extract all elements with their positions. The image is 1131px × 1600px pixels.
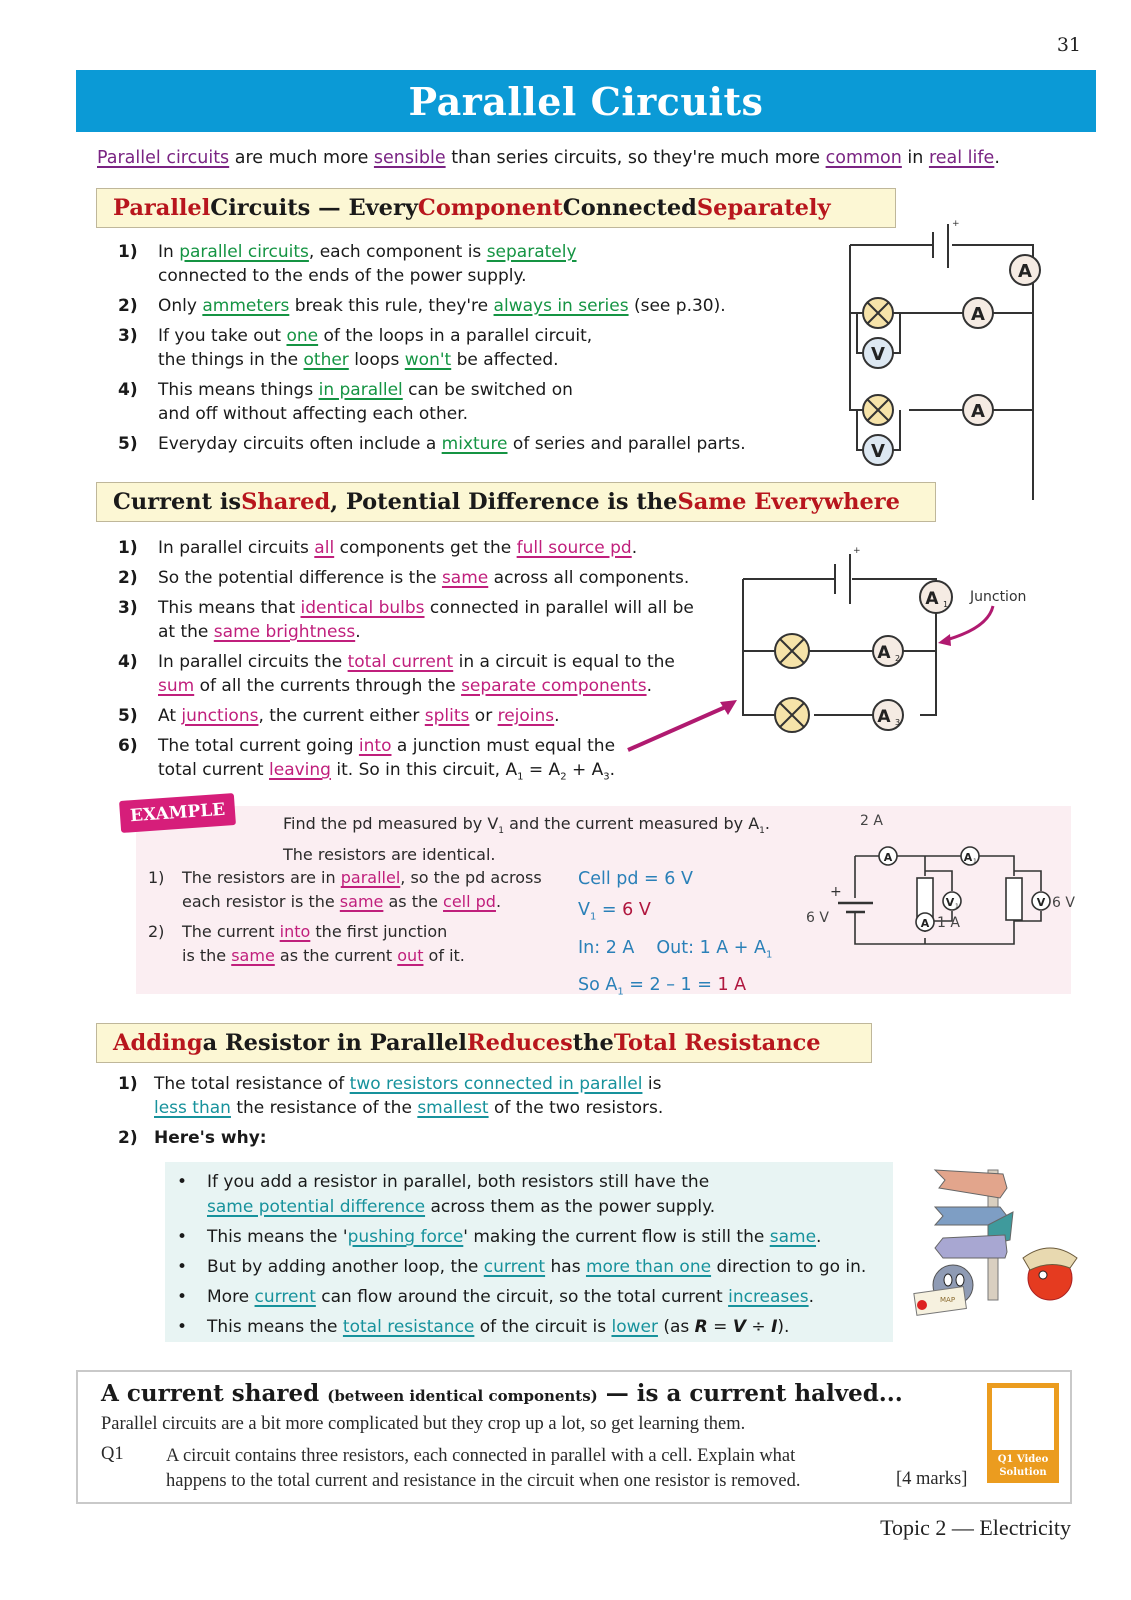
heading-part: Current is [113,489,242,515]
subscript: 1 [517,771,524,783]
list-item [118,432,818,456]
text: . [994,148,1000,168]
list-item [118,1072,818,1120]
text: The total current going [158,736,359,756]
voltmeter-icon [863,338,893,368]
keyword: real life [928,148,995,168]
keyword: same [769,1227,817,1247]
text: So the potential difference is the [158,568,442,588]
ammeter-label: A [877,707,891,727]
text: can flow around the circuit, so the total current [315,1287,729,1307]
current-label: 2 A [860,813,883,829]
ammeter-subscript: 1 [973,858,977,865]
heading-part: Component [417,195,563,221]
text: ). [777,1317,790,1337]
ammeter-icon [879,847,897,865]
text: Here's why: [154,1128,267,1148]
item-number: 1) [118,538,138,558]
text: (see p.30). [628,296,726,316]
bullet-item [165,1315,905,1340]
keyword: same [339,892,384,911]
voltmeter-icon [863,435,893,465]
keyword: one [286,326,319,346]
keyword: always in series [493,296,629,316]
subscript: 1 [589,911,597,923]
text: as the [383,892,444,911]
heading-part: Adding [113,1030,203,1056]
map-label: MAP [940,1296,956,1304]
answer: 1 A [717,975,747,995]
keyword: two resistors connected in parallel [349,1074,643,1094]
voltmeter-label: V [1036,896,1046,909]
cell-plus-label: + [853,546,861,556]
current-label: 1 A [937,915,960,931]
example-step [148,866,548,914]
heading-part: Connected [562,195,697,221]
text: it. So in this circuit, A [330,760,518,780]
topic-footer: Topic 2 — Electricity [880,1515,1071,1540]
cell-pd-label: 6 V [806,910,829,926]
text: But by adding another loop, the [207,1257,484,1277]
lamp-icon [863,298,893,328]
keyword: parallel [340,868,401,887]
text: as the current [274,946,398,965]
keyword: in parallel [318,380,403,400]
ammeter-a2-icon [873,636,903,666]
symbol: V [732,1317,746,1337]
keyword: out [397,946,424,965]
summary-text: Parallel circuits are a bit more complicated but they crop up a lot, so get learning them. [101,1414,746,1434]
text: The current [182,922,280,941]
text: ÷ [746,1317,772,1337]
keyword: junctions [181,706,259,726]
text: A current shared [101,1380,328,1407]
symbol: R [694,1317,708,1337]
text: . [355,622,361,642]
text: of the two resistors. [488,1098,664,1118]
text: Solution [999,1467,1047,1478]
text: = [707,1317,733,1337]
voltmeter-label: V [871,441,885,462]
ammeter-subscript: 2 [895,654,901,663]
keyword: less than [154,1098,231,1118]
text: , each component is [308,242,487,262]
text: . [495,892,502,911]
example-steps [148,866,548,968]
text: be affected. [451,350,559,370]
text: This means the [207,1317,343,1337]
text: a junction must equal the [391,736,616,756]
text: This means the ' [207,1227,348,1247]
text: Everyday circuits often include a [158,434,442,454]
text: of series and parallel parts. [507,434,746,454]
calc-line [578,933,798,971]
text: happens to the total current and resistance in the circuit when one resistor is removed. [166,1471,801,1491]
junction-pointer-arrow-icon [628,705,730,750]
item-number: 4) [118,380,138,400]
page-title: Parallel Circuits [408,78,764,124]
calc-line [578,970,798,1008]
text: Only [158,296,203,316]
arrow-head-icon [938,634,951,646]
keyword: splits [424,706,470,726]
ammeter-label: A [883,851,893,864]
heading-part: Parallel [113,195,211,221]
keyword: identical bulbs [300,598,425,618]
keyword: current [483,1257,546,1277]
text: in [901,148,929,168]
section-heading-current-shared [96,482,936,522]
text: has [545,1257,586,1277]
parallel-circuit-diagram [820,210,1050,470]
ammeter-label: A [877,643,891,663]
text: Find the pd measured by V [283,814,499,833]
keyword: parallel circuits [179,242,309,262]
keyword: pushing force [347,1227,464,1247]
subscript: 1 [759,826,765,837]
cell-plus-label: + [830,884,842,900]
junction-arrow-icon [946,606,993,640]
keyword: common [825,148,902,168]
keyword: total resistance [342,1317,475,1337]
list-item [118,378,818,426]
ammeter-icon [916,913,934,931]
item-number: 5) [118,706,138,726]
step-number: 2) [148,922,165,941]
text: can be switched on [402,380,573,400]
text: = 2 – 1 = [623,975,718,995]
question-text [166,1444,800,1494]
text: and off without affecting each other. [158,404,469,424]
page-number: 31 [1056,34,1081,56]
signpost-illustration [905,1160,1080,1310]
text: the resistance of the [230,1098,418,1118]
list-item [118,294,818,318]
text: of all the currents through the [194,676,462,696]
heading-part: Total Resistance [613,1030,821,1056]
lamp-icon [863,395,893,425]
text: the things in the [158,350,304,370]
text: direction to go in. [711,1257,867,1277]
text: The resistors are identical. [283,845,496,865]
keyword: into [358,736,392,756]
text: In: 2 A [578,937,635,958]
text: So A [578,975,618,995]
bullet-item [165,1170,905,1220]
keyword: Parallel circuits [97,148,230,168]
marks-label: [4 marks] [896,1469,968,1489]
text: is [642,1074,662,1094]
ammeter-a1-icon [920,581,952,613]
keyword: lower [611,1317,658,1337]
item-number: 2) [118,296,138,316]
text: V [578,900,590,920]
text: + A [566,760,604,780]
text: of it. [423,946,465,965]
keyword: sum [158,676,195,696]
ammeter-label: A [1018,261,1032,282]
heading-part: Reduces [466,1030,573,1056]
list-item [118,1126,818,1150]
calc-line: Cell pd = 6 V [578,869,693,889]
ammeter-label: A [963,851,973,864]
ammeter-subscript: 3 [895,718,901,727]
summary-title [101,1380,903,1407]
list-item [118,240,818,288]
text: , the current either [258,706,425,726]
text: This means that [158,598,301,618]
question-label: Q1 [101,1444,124,1464]
keyword: mixture [441,434,508,454]
text: total current [158,760,270,780]
example-tag: EXAMPLE [119,793,236,833]
item-number: 6) [118,736,138,756]
resistor-icon [1006,878,1022,920]
item-number: 5) [118,434,138,454]
text: the first junction [310,922,448,941]
text: At [158,706,182,726]
text: This means things [158,380,319,400]
keyword: leaving [269,760,331,780]
keyword: full source pd [516,538,632,558]
voltmeter-icon [1032,892,1050,910]
keyword: won't [404,350,452,370]
text: and the current measured by A [504,814,760,833]
step-number: 1) [148,868,165,887]
text: . [816,1227,822,1247]
heading-part: Separately [696,195,831,221]
text: More [207,1287,255,1307]
section3-list [118,1072,818,1156]
text: . [764,814,770,833]
subscript: 1 [498,826,505,837]
keyword: same [441,568,489,588]
text: or [469,706,498,726]
title-banner [76,70,1096,132]
voltmeter-reading: 6 V [1052,895,1075,911]
lamp-icon [775,698,809,732]
example-step [148,920,548,968]
text: In parallel circuits [158,538,315,558]
keyword: increases [728,1287,809,1307]
keyword: smallest [417,1098,489,1118]
text: In [158,242,180,262]
text: is the [182,946,232,965]
text: Out: 1 A + A [656,937,767,958]
subscript: 1 [766,949,773,960]
text: are much more [229,148,374,168]
item-number: 1) [118,242,138,262]
keyword: sensible [373,148,446,168]
bullet-item [165,1255,905,1280]
wire [743,579,936,715]
ammeter-icon [963,298,993,328]
heading-part: Shared [241,489,331,515]
lamp-icon [775,634,809,668]
heading-part: the [572,1030,614,1056]
keyword: more than one [585,1257,712,1277]
text: break this rule, they're [289,296,494,316]
text: each resistor is the [182,892,340,911]
text: — is a current halved... [597,1380,903,1407]
text: . [609,760,616,780]
ammeter-label: A [971,401,985,422]
text: across them as the power supply. [425,1197,716,1217]
keyword: into [279,922,311,941]
text: connected to the ends of the power supply. [158,266,527,286]
subscript: 1 [617,986,624,998]
text: than series circuits, so they're much more [445,148,826,168]
section1-list [118,240,818,462]
junction-circuit-diagram [610,540,1050,750]
sign-board-icon [935,1235,1007,1258]
item-number: 3) [118,326,138,346]
text: , so the pd across [400,868,542,887]
keyword: separate components [461,676,647,696]
heading-part: , Potential Difference is the [330,489,678,515]
junction-label: Junction [970,589,1027,605]
bullet-item [165,1285,905,1310]
ammeter-label: A [920,917,930,930]
text: . [554,706,560,726]
item-number: 1) [118,1074,138,1094]
keyword: separately [486,242,577,262]
keyword: current [254,1287,316,1307]
ammeter-subscript: 1 [943,600,949,609]
intro-text [97,148,1000,168]
sign-board-icon [935,1170,1007,1198]
example-circuit-diagram [790,808,1075,958]
list-item [118,324,818,372]
section-heading-adding-resistor [96,1023,872,1063]
text: . [631,538,638,558]
keyword: cell pd [443,892,496,911]
text: = A [523,760,561,780]
symbol: I [771,1317,778,1337]
voltmeter-subscript: 1 [955,903,959,910]
voltmeter-v1-icon [943,892,961,910]
heading-part: Same Everywhere [677,489,900,515]
voltmeter-label: V [945,896,955,909]
wire [855,856,1014,944]
keyword: same [231,946,275,965]
text: connected in parallel will all be [424,598,694,618]
example-calculation [578,864,798,1008]
item-number: 4) [118,652,138,672]
text: of the circuit is [474,1317,612,1337]
text: The total resistance of [154,1074,350,1094]
text: = [596,900,623,920]
text: at the [158,622,214,642]
heading-part: Circuits — Every [210,195,418,221]
text: If you take out [158,326,287,346]
subscript: 2 [560,771,567,783]
item-number: 2) [118,1128,138,1148]
text: components get the [334,538,517,558]
text: If you add a resistor in parallel, both resistors still have the [207,1172,710,1192]
calc-line [578,895,798,933]
bullet-item [165,1225,905,1250]
why-bullets [165,1170,905,1345]
keyword: other [303,350,349,370]
voltmeter-label: V [871,344,885,365]
keyword: same potential difference [207,1197,426,1217]
subscript: 3 [603,771,610,783]
item-number: 3) [118,598,138,618]
text: Q1 Video [997,1454,1049,1465]
keyword: all [314,538,335,558]
text: loops [348,350,405,370]
example-question [283,812,803,867]
video-solution-button[interactable] [987,1450,1059,1483]
text: . [808,1287,815,1307]
heading-part: a Resistor in Parallel [202,1030,467,1056]
section-heading-parallel [96,188,896,228]
ammeter-a3-icon [873,700,903,730]
ammeter-icon [1010,255,1040,285]
text: A circuit contains three resistors, each connected in parallel with a cell. Explain what [166,1446,796,1466]
cell-plus-label: + [952,219,960,229]
item-number: 2) [118,568,138,588]
text: (between identical components) [327,1387,598,1405]
text: in a circuit is equal to the [453,652,675,672]
text: The resistors are in [182,868,341,887]
text: of the loops in a parallel circuit, [318,326,593,346]
text: ' making the current flow is still the [463,1227,770,1247]
text: . [646,676,652,696]
keyword: ammeters [202,296,290,316]
keyword: total current [347,652,454,672]
answer: 6 V [622,900,651,920]
text: across all components. [488,568,690,588]
keyword: rejoins [497,706,555,726]
ammeter-a1-icon [961,847,979,865]
keyword: same brightness [213,622,356,642]
ammeter-icon [963,395,993,425]
ammeter-label: A [971,304,985,325]
text: In parallel circuits the [158,652,348,672]
ammeter-label: A [925,589,939,609]
text: (as [657,1317,695,1337]
